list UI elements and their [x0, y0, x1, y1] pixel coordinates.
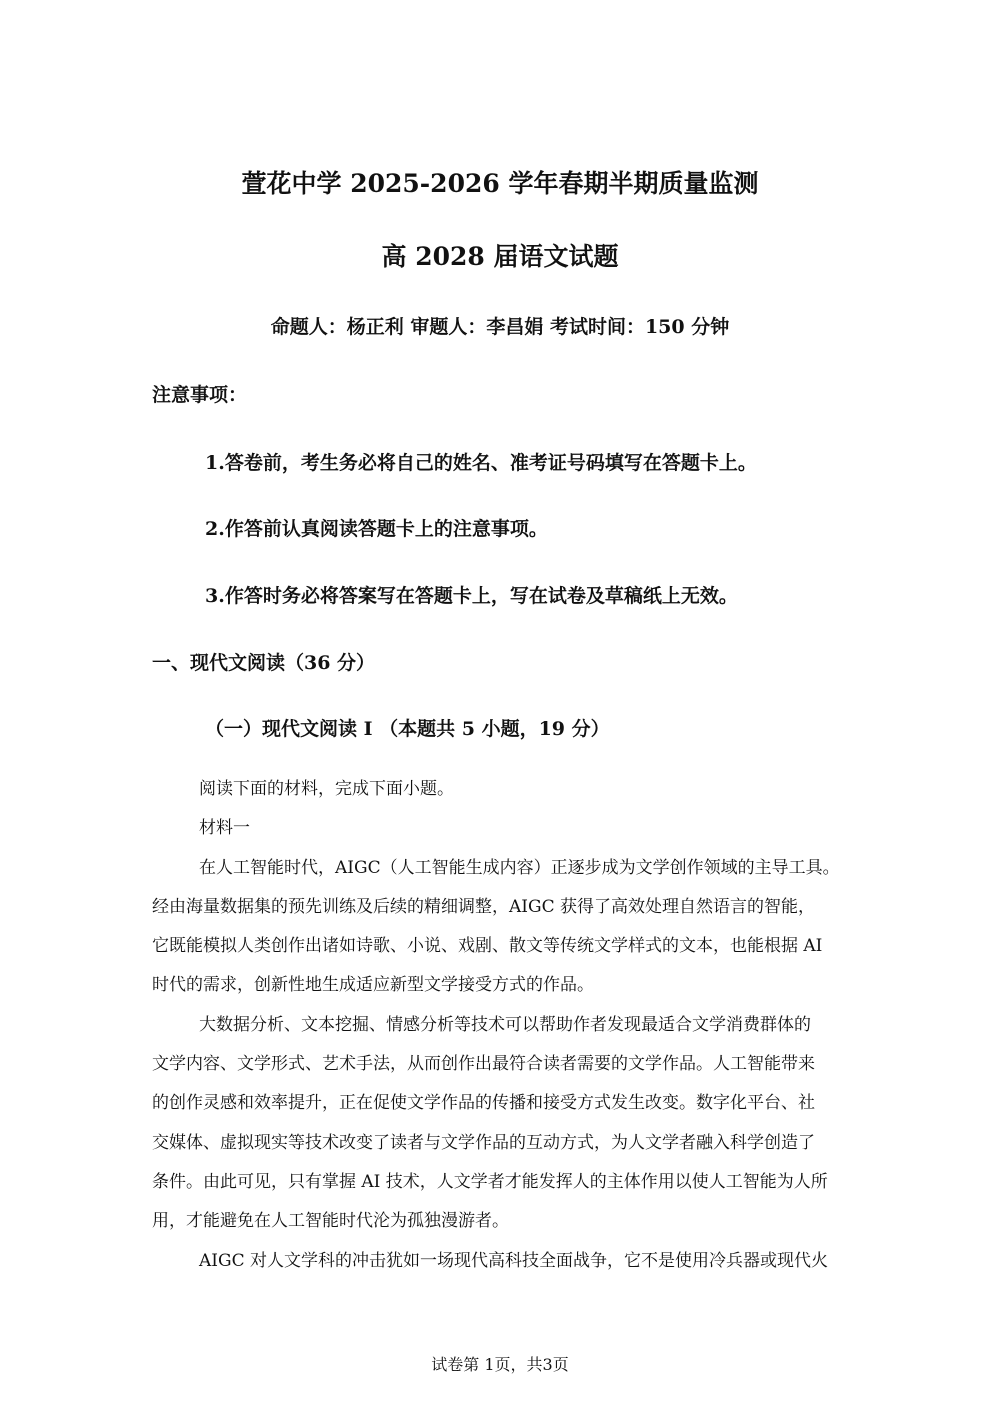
instruction-text: 阅读下面的材料，完成下面小题。 [199, 779, 454, 799]
passage-line: 文学内容、文学形式、艺术手法，从而创作出最符合读者需要的文学作品。人工智能带来 [152, 1054, 815, 1075]
notice-item: 3.作答时务必将答案写在答题卡上，写在试卷及草稿纸上无效。 [205, 585, 738, 607]
exam-meta-info: 命题人：杨正利 审题人：李昌娟 考试时间：150 分钟 [270, 316, 730, 338]
exam-title: 萱花中学 2025-2026 学年春期半期质量监测 [241, 169, 759, 198]
passage-line: 交媒体、虚拟现实等技术改变了读者与文学作品的互动方式，为人文学者融入科学创造了 [152, 1132, 815, 1153]
section-heading: 一、现代文阅读（36 分） [152, 652, 376, 674]
passage-line: 它既能模拟人类创作出诸如诗歌、小说、戏剧、散文等传统文学样式的文本，也能根据 AI [152, 936, 823, 957]
passage-line: 用，才能避免在人工智能时代沦为孤独漫游者。 [152, 1211, 509, 1232]
exam-subtitle: 高 2028 届语文试题 [381, 242, 619, 271]
passage-line: 时代的需求，创新性地生成适应新型文学接受方式的作品。 [152, 975, 594, 996]
notice-item: 1.答卷前，考生务必将自己的姓名、准考证号码填写在答题卡上。 [205, 452, 757, 474]
passage-line: 大数据分析、文本挖掘、情感分析等技术可以帮助作者发现最适合文学消费群体的 [199, 1014, 811, 1035]
passage-line: 在人工智能时代，AIGC（人工智能生成内容）正逐步成为文学创作领域的主导工具。 [199, 857, 840, 878]
passage-line: 经由海量数据集的预先训练及后续的精细调整，AIGC 获得了高效处理自然语言的智能， [152, 896, 815, 917]
page-footer: 试卷第 1页，共3页 [431, 1355, 569, 1374]
subsection-heading: （一）现代文阅读 I （本题共 5 小题，19 分） [205, 718, 610, 740]
reading-passage [152, 770, 852, 1281]
notice-item: 2.作答前认真阅读答题卡上的注意事项。 [205, 518, 548, 540]
passage-line: 条件。由此可见，只有掌握 AI 技术，人文学者才能发挥人的主体作用以使人工智能为人所 [152, 1171, 828, 1192]
passage-line: 的创作灵感和效率提升，正在促使文学作品的传播和接受方式发生改变。数字化平台、社 [152, 1093, 815, 1114]
passage-line: AIGC 对人文学科的冲击犹如一场现代高科技全面战争，它不是使用冷兵器或现代火 [199, 1250, 828, 1271]
notice-heading: 注意事项： [152, 384, 248, 406]
material-label: 材料一 [199, 818, 250, 839]
